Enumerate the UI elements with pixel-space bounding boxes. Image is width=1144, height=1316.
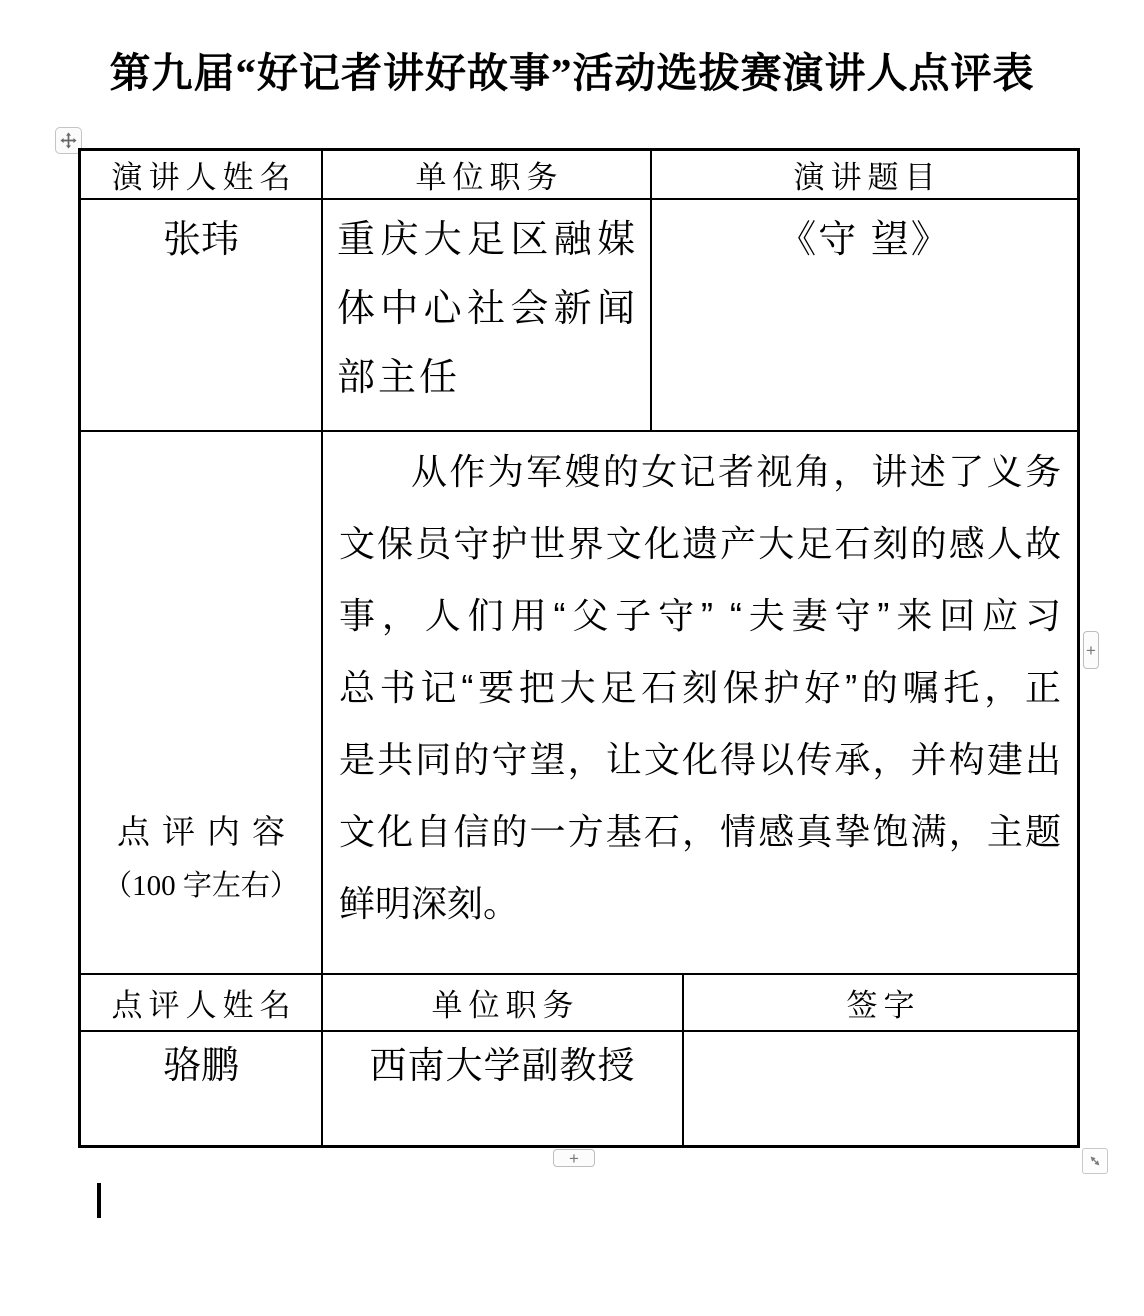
cell-speech-title[interactable] [652,200,1077,432]
reviewer-name: 骆鹏 [162,1045,239,1087]
review-label-hint: （100 字左右） [103,870,299,902]
text-line: 鲜明深刻。 [339,883,520,924]
plus-icon: + [1086,640,1096,660]
insert-column-button[interactable] [1083,631,1099,669]
move-arrows-icon [60,132,77,149]
text-line: 事，人们用“父子守” “夫妻守”来回应习 [339,595,1061,636]
text-line: 文化自信的一方基石，情感真挚饱满，主题 [339,811,1061,852]
text-line: 体中心社会新闻 [337,288,638,330]
diagonal-resize-icon [1087,1153,1103,1169]
cell-review-label[interactable] [81,432,323,975]
text-line: 部主任 [337,357,461,399]
text-line: 重庆大足区融媒 [337,219,638,261]
header-cell-speech-title[interactable] [652,151,1077,200]
header-label: 单位职务 [415,160,564,195]
insert-row-button[interactable] [553,1149,595,1167]
cell-reviewer-unit[interactable] [323,1032,684,1145]
cell-signature[interactable] [684,1032,1077,1145]
header-label: 演讲人姓名 [111,160,297,195]
reviewer-unit: 西南大学副教授 [369,1045,636,1086]
header-cell-unit-position[interactable] [323,151,652,200]
cell-speaker-unit-position[interactable] [323,200,652,432]
cell-speaker-name[interactable] [81,200,323,432]
speaker-name: 张玮 [162,219,239,261]
cell-review-content[interactable] [323,432,1077,975]
header-cell-reviewer-name[interactable] [81,975,323,1032]
speech-title: 《守 望》 [778,219,951,261]
header-label: 点评人姓名 [111,988,297,1023]
review-label: 点评内容 [117,815,297,851]
text-cursor-caret [97,1183,101,1218]
text-line: 文保员守护世界文化遗产大足石刻的感人故 [339,523,1061,564]
header-label: 单位职务 [431,988,580,1023]
header-cell-reviewer-unit[interactable] [323,975,684,1032]
page-title[interactable]: 第九届“好记者讲好故事”活动选拔赛演讲人点评表 [109,50,1035,96]
cell-reviewer-name[interactable] [81,1032,323,1145]
header-label: 签字 [846,988,921,1023]
table-resize-handle[interactable] [1082,1148,1108,1174]
review-table [78,148,1080,1148]
text-line: 总书记“要把大足石刻保护好”的嘱托，正 [339,667,1061,708]
header-label: 演讲题目 [793,160,942,195]
text-line: 是共同的守望，让文化得以传承，并构建出 [339,739,1061,780]
plus-icon: + [569,1148,579,1168]
header-cell-signature[interactable] [684,975,1077,1032]
text-line: 从作为军嫂的女记者视角，讲述了义务 [411,451,1061,492]
header-cell-speaker-name[interactable] [81,151,323,200]
